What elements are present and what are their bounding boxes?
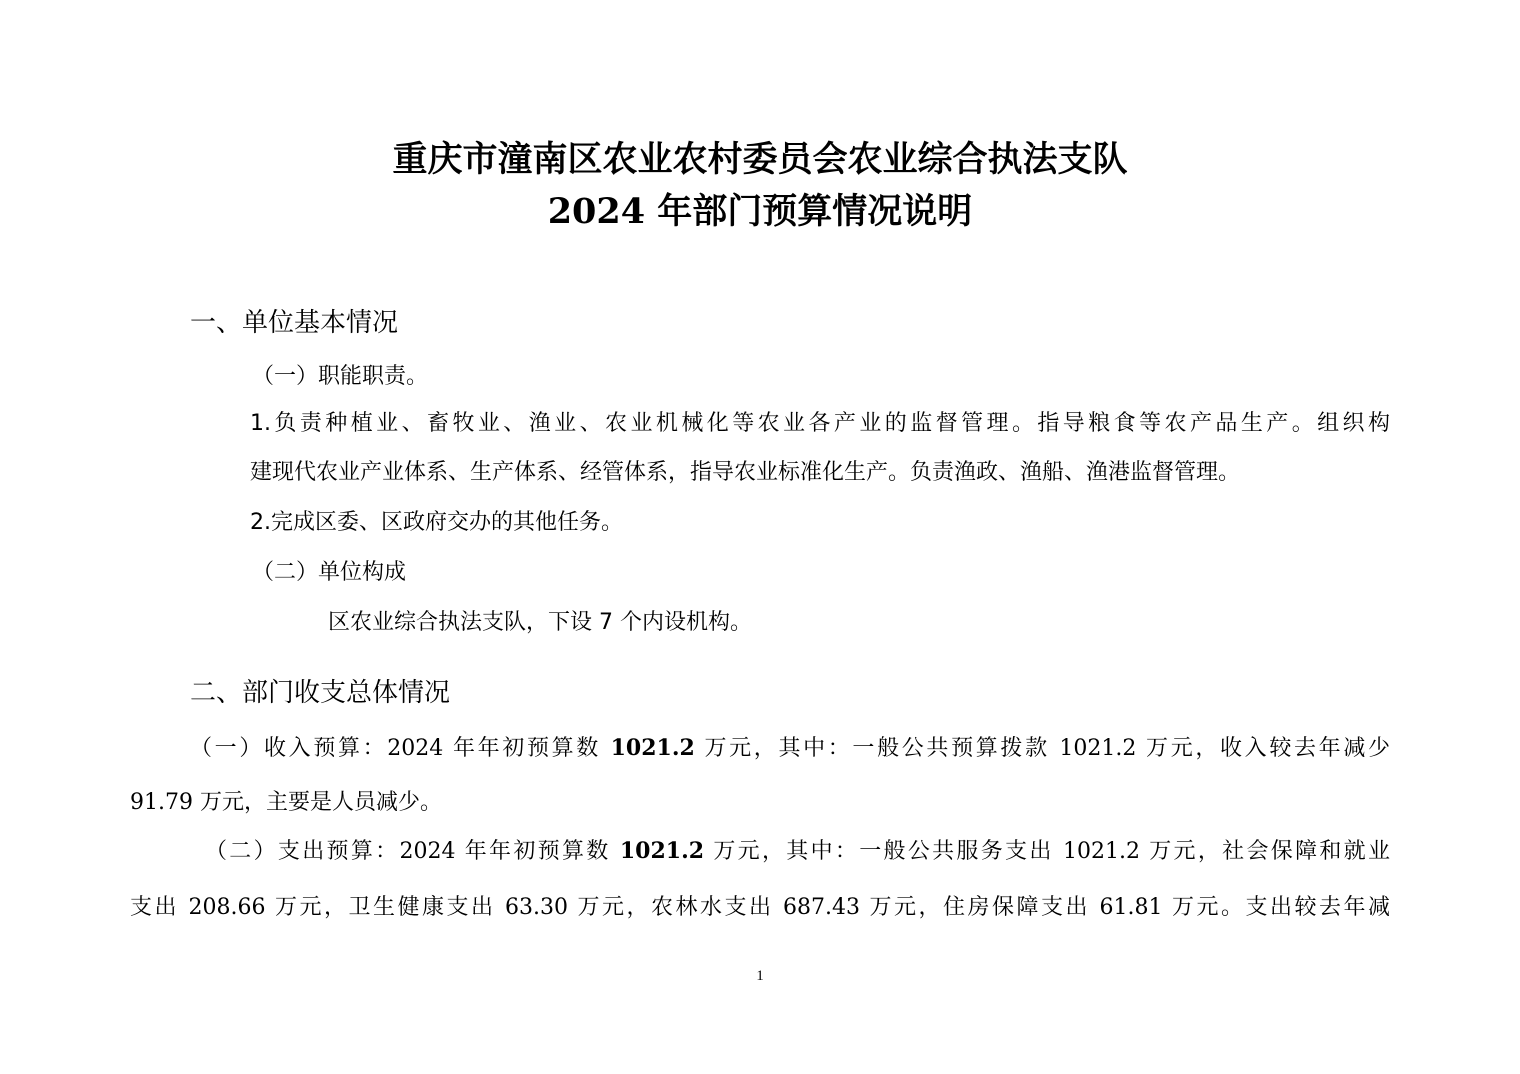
expense-suffix: 万元，其中：一般公共服务支出 1021.2 万元，社会保障和就业 (704, 839, 1390, 864)
composition-text: 区农业综合执法支队，下设 7 个内设机构。 (328, 610, 752, 635)
subsection-label-functions: （一）职能职责。 (252, 364, 429, 389)
function-item-2: 2.完成区委、区政府交办的其他任务。 (250, 510, 623, 535)
section-heading-budget-overview: 二、部门收支总体情况 (190, 678, 451, 708)
income-suffix: 万元，其中：一般公共预算拨款 1021.2 万元，收入较去年减少 (694, 736, 1390, 761)
expense-budget-line1 (205, 836, 1390, 867)
expense-total-amount: 1021.2 (619, 838, 705, 864)
expense-budget-line2: 支出 208.66 万元，卫生健康支出 63.30 万元，农林水支出 687.43 万元，住房保障支出 61.81 万元。支出较去年减 (130, 895, 1390, 920)
section-heading-basic-info: 一、单位基本情况 (190, 308, 399, 338)
income-budget-line2: 91.79 万元，主要是人员减少。 (130, 790, 442, 815)
income-total-amount: 1021.2 (610, 735, 695, 761)
page-number: 1 (756, 968, 764, 984)
document-title-line2: 2024 年部门预算情况说明 (547, 191, 973, 232)
income-budget-line1 (190, 733, 1390, 764)
function-item-1-line2: 建现代农业产业体系、生产体系、经管体系，指导农业标准化生产。负责渔政、渔船、渔港监督管理。 (250, 460, 1241, 485)
expense-prefix: （二）支出预算：2024 年年初预算数 (205, 839, 620, 864)
subsection-label-composition: （二）单位构成 (252, 560, 407, 585)
document-title-line1: 重庆市潼南区农业农村委员会农业综合执法支队 (392, 139, 1128, 180)
income-prefix: （一）收入预算：2024 年年初预算数 (190, 736, 611, 761)
function-item-1-line1: 1.负责种植业、畜牧业、渔业、农业机械化等农业各产业的监督管理。指导粮食等农产品生产。组织构 (250, 411, 1390, 436)
